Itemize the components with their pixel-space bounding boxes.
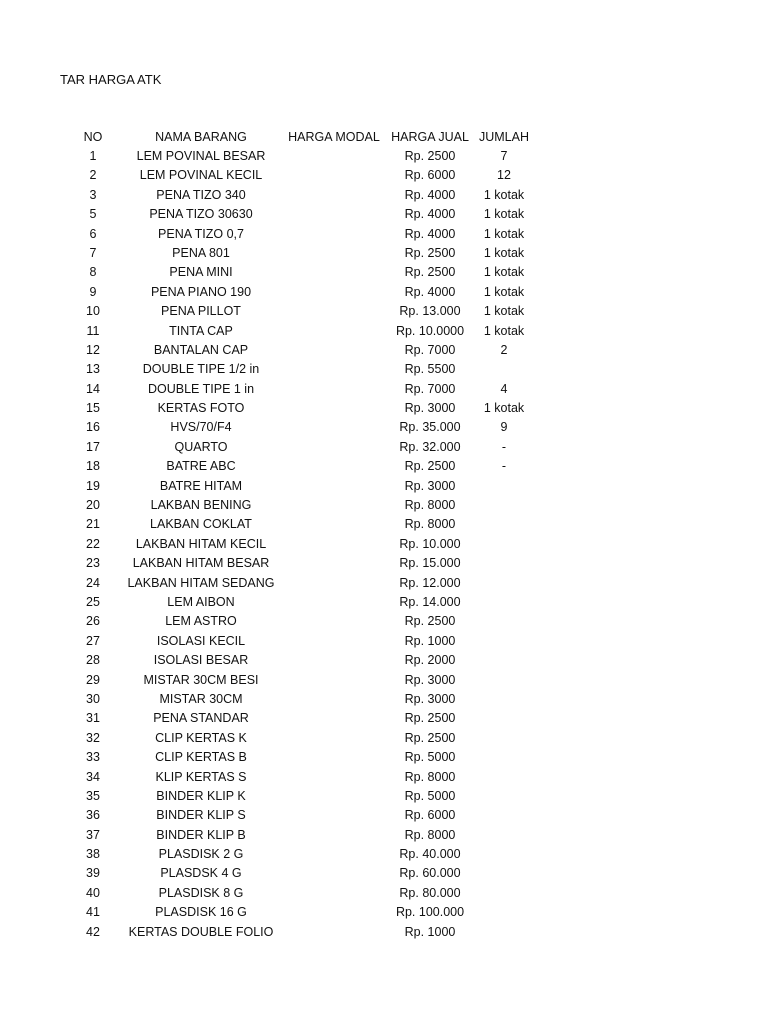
table-row bbox=[0, 729, 768, 748]
cell-nama-barang: PENA TIZO 340 bbox=[156, 187, 246, 202]
table-row bbox=[0, 418, 768, 437]
cell-no: 2 bbox=[89, 168, 97, 183]
cell-harga-jual: Rp. 2500 bbox=[404, 245, 456, 260]
cell-jumlah: - bbox=[501, 459, 507, 474]
cell-harga-jual: Rp. 3000 bbox=[404, 478, 456, 493]
cell-nama-barang: BINDER KLIP B bbox=[156, 827, 246, 842]
cell-harga-jual: Rp. 8000 bbox=[404, 769, 456, 784]
cell-no: 3 bbox=[89, 187, 97, 202]
cell-nama-barang: MISTAR 30CM BESI bbox=[143, 672, 259, 687]
table-row bbox=[0, 360, 768, 379]
table-row bbox=[0, 380, 768, 399]
column-header-harga-jual: HARGA JUAL bbox=[391, 130, 469, 144]
cell-no: 13 bbox=[86, 362, 100, 377]
cell-harga-jual: Rp. 14.000 bbox=[399, 594, 461, 609]
table-row bbox=[0, 845, 768, 864]
cell-no: 8 bbox=[89, 265, 97, 280]
cell-jumlah: 1 kotak bbox=[483, 284, 525, 299]
table-row bbox=[0, 864, 768, 883]
cell-harga-jual: Rp. 5000 bbox=[404, 788, 456, 803]
cell-nama-barang: DOUBLE TIPE 1/2 in bbox=[142, 362, 260, 377]
cell-no: 37 bbox=[86, 827, 100, 842]
column-header-no: NO bbox=[83, 130, 103, 144]
cell-nama-barang: LEM POVINAL BESAR bbox=[136, 149, 266, 163]
cell-harga-jual: Rp. 5500 bbox=[404, 362, 456, 377]
table-row bbox=[0, 884, 768, 903]
cell-no: 33 bbox=[86, 750, 100, 765]
table-header bbox=[0, 127, 768, 147]
cell-no: 14 bbox=[86, 381, 100, 396]
cell-nama-barang: BINDER KLIP S bbox=[156, 808, 246, 823]
cell-no: 17 bbox=[86, 439, 100, 454]
cell-jumlah: 9 bbox=[500, 420, 508, 435]
cell-harga-jual: Rp. 1000 bbox=[404, 633, 456, 648]
cell-harga-jual: Rp. 2000 bbox=[404, 653, 456, 668]
cell-no: 39 bbox=[86, 866, 100, 881]
table-row bbox=[0, 322, 768, 341]
table-row bbox=[0, 477, 768, 496]
cell-harga-jual: Rp. 2500 bbox=[404, 265, 456, 280]
table-row bbox=[0, 554, 768, 573]
cell-harga-jual: Rp. 2500 bbox=[404, 614, 456, 629]
cell-jumlah: 2 bbox=[500, 342, 508, 357]
cell-nama-barang: BATRE HITAM bbox=[159, 478, 243, 493]
table-row bbox=[0, 438, 768, 457]
cell-harga-jual: Rp. 8000 bbox=[404, 498, 456, 513]
cell-no: 35 bbox=[86, 788, 100, 803]
cell-no: 20 bbox=[86, 498, 100, 513]
price-table bbox=[0, 127, 768, 942]
cell-harga-jual: Rp. 3000 bbox=[404, 401, 456, 416]
cell-harga-jual: Rp. 80.000 bbox=[399, 885, 461, 900]
cell-no: 5 bbox=[89, 207, 97, 222]
cell-nama-barang: TINTA CAP bbox=[169, 323, 233, 338]
cell-harga-jual: Rp. 8000 bbox=[404, 827, 456, 842]
cell-harga-jual: Rp. 3000 bbox=[404, 691, 456, 706]
cell-nama-barang: ISOLASI BESAR bbox=[153, 653, 249, 668]
table-row bbox=[0, 826, 768, 845]
cell-no: 21 bbox=[86, 517, 100, 532]
cell-nama-barang: ISOLASI KECIL bbox=[156, 633, 246, 648]
table-row bbox=[0, 535, 768, 554]
cell-nama-barang: LEM AIBON bbox=[167, 594, 235, 609]
cell-no: 23 bbox=[86, 556, 100, 571]
cell-harga-jual: Rp. 8000 bbox=[404, 517, 456, 532]
cell-no: 11 bbox=[86, 323, 100, 338]
table-row bbox=[0, 923, 768, 942]
cell-jumlah: - bbox=[501, 439, 507, 454]
cell-nama-barang: PLASDISK 16 G bbox=[155, 905, 247, 920]
cell-harga-jual: Rp. 2500 bbox=[404, 730, 456, 745]
column-header-harga-modal: HARGA MODAL bbox=[288, 130, 380, 144]
cell-nama-barang: LAKBAN HITAM KECIL bbox=[135, 536, 267, 551]
cell-harga-jual: Rp. 3000 bbox=[404, 672, 456, 687]
cell-no: 25 bbox=[86, 594, 100, 609]
cell-no: 42 bbox=[86, 924, 100, 939]
cell-nama-barang: PENA MINI bbox=[169, 265, 233, 280]
cell-jumlah: 1 kotak bbox=[483, 207, 525, 222]
cell-no: 28 bbox=[86, 653, 100, 668]
table-row bbox=[0, 632, 768, 651]
cell-no: 24 bbox=[86, 575, 100, 590]
table-row bbox=[0, 244, 768, 263]
cell-harga-jual: Rp. 4000 bbox=[404, 207, 456, 222]
cell-nama-barang: LAKBAN BENING bbox=[150, 498, 252, 513]
table-row bbox=[0, 341, 768, 360]
cell-jumlah: 1 kotak bbox=[483, 265, 525, 280]
cell-harga-jual: Rp. 40.000 bbox=[399, 847, 461, 862]
cell-nama-barang: PENA TIZO 30630 bbox=[149, 207, 253, 222]
table-row bbox=[0, 166, 768, 185]
cell-no: 29 bbox=[86, 672, 100, 687]
table-row bbox=[0, 574, 768, 593]
table-row bbox=[0, 709, 768, 728]
cell-jumlah: 4 bbox=[500, 381, 508, 396]
cell-jumlah: 1 kotak bbox=[483, 187, 525, 202]
table-row bbox=[0, 690, 768, 709]
table-row bbox=[0, 651, 768, 670]
table-row bbox=[0, 593, 768, 612]
cell-harga-jual: Rp. 10.000 bbox=[399, 536, 461, 551]
cell-nama-barang: PENA 801 bbox=[172, 245, 230, 260]
table-row bbox=[0, 671, 768, 690]
cell-no: 19 bbox=[86, 478, 100, 493]
cell-no: 41 bbox=[86, 905, 100, 920]
cell-nama-barang: BATRE ABC bbox=[166, 459, 236, 474]
table-row bbox=[0, 205, 768, 224]
cell-nama-barang: LEM POVINAL KECIL bbox=[139, 168, 263, 183]
table-row bbox=[0, 515, 768, 534]
cell-no: 22 bbox=[86, 536, 100, 551]
cell-nama-barang: CLIP KERTAS B bbox=[155, 750, 247, 765]
cell-harga-jual: Rp. 2500 bbox=[404, 711, 456, 726]
table-row bbox=[0, 399, 768, 418]
table-row bbox=[0, 263, 768, 282]
cell-nama-barang: PENA PIANO 190 bbox=[150, 284, 252, 299]
cell-nama-barang: CLIP KERTAS K bbox=[155, 730, 247, 745]
cell-jumlah: 12 bbox=[497, 168, 511, 183]
cell-nama-barang: DOUBLE TIPE 1 in bbox=[147, 381, 255, 396]
cell-no: 6 bbox=[89, 226, 97, 241]
cell-no: 18 bbox=[86, 459, 100, 474]
table-row bbox=[0, 457, 768, 476]
table-row bbox=[0, 748, 768, 767]
cell-harga-jual: Rp. 6000 bbox=[404, 808, 456, 823]
table-row bbox=[0, 612, 768, 631]
cell-jumlah: 1 kotak bbox=[483, 401, 525, 416]
table-row bbox=[0, 302, 768, 321]
cell-no: 38 bbox=[86, 847, 100, 862]
table-row bbox=[0, 225, 768, 244]
table-row bbox=[0, 806, 768, 825]
cell-harga-jual: Rp. 35.000 bbox=[399, 420, 461, 435]
cell-no: 32 bbox=[86, 730, 100, 745]
cell-nama-barang: KERTAS FOTO bbox=[157, 401, 245, 416]
cell-nama-barang: LAKBAN HITAM BESAR bbox=[132, 556, 270, 571]
cell-nama-barang: LAKBAN HITAM SEDANG bbox=[127, 575, 275, 590]
cell-nama-barang: PLASDISK 8 G bbox=[158, 885, 244, 900]
cell-harga-jual: Rp. 7000 bbox=[404, 342, 456, 357]
cell-harga-jual: Rp. 12.000 bbox=[399, 575, 461, 590]
cell-nama-barang: KLIP KERTAS S bbox=[155, 769, 247, 784]
table-row bbox=[0, 283, 768, 302]
cell-harga-jual: Rp. 1000 bbox=[404, 924, 456, 939]
column-header-nama-barang: NAMA BARANG bbox=[155, 130, 247, 144]
cell-no: 26 bbox=[86, 614, 100, 629]
cell-harga-jual: Rp. 4000 bbox=[404, 226, 456, 241]
table-row bbox=[0, 903, 768, 922]
cell-jumlah: 1 kotak bbox=[483, 304, 525, 319]
cell-no: 27 bbox=[86, 633, 100, 648]
cell-no: 16 bbox=[86, 420, 100, 435]
table-body bbox=[0, 147, 768, 942]
page-title: TAR HARGA ATK bbox=[60, 72, 162, 87]
table-row bbox=[0, 147, 768, 166]
cell-no: 15 bbox=[86, 401, 100, 416]
cell-nama-barang: PLASDISK 2 G bbox=[158, 847, 244, 862]
cell-no: 31 bbox=[86, 711, 100, 726]
cell-no: 7 bbox=[89, 245, 97, 260]
cell-no: 1 bbox=[89, 149, 97, 163]
cell-no: 36 bbox=[86, 808, 100, 823]
cell-harga-jual: Rp. 4000 bbox=[404, 284, 456, 299]
cell-no: 10 bbox=[86, 304, 100, 319]
cell-harga-jual: Rp. 6000 bbox=[404, 168, 456, 183]
cell-nama-barang: LAKBAN COKLAT bbox=[150, 517, 252, 532]
table-row bbox=[0, 787, 768, 806]
cell-no: 34 bbox=[86, 769, 100, 784]
cell-harga-jual: Rp. 2500 bbox=[404, 149, 456, 163]
cell-harga-jual: Rp. 5000 bbox=[404, 750, 456, 765]
cell-harga-jual: Rp. 13.000 bbox=[399, 304, 461, 319]
cell-no: 30 bbox=[86, 691, 100, 706]
cell-nama-barang: BINDER KLIP K bbox=[156, 788, 246, 803]
column-header-jumlah: JUMLAH bbox=[478, 130, 529, 144]
cell-no: 40 bbox=[86, 885, 100, 900]
cell-nama-barang: MISTAR 30CM bbox=[159, 691, 243, 706]
cell-nama-barang: BANTALAN CAP bbox=[153, 342, 249, 357]
table-row bbox=[0, 768, 768, 787]
cell-harga-jual: Rp. 2500 bbox=[404, 459, 456, 474]
cell-jumlah: 1 kotak bbox=[483, 323, 525, 338]
cell-nama-barang: KERTAS DOUBLE FOLIO bbox=[128, 924, 274, 939]
cell-harga-jual: Rp. 10.0000 bbox=[395, 323, 465, 338]
cell-harga-jual: Rp. 60.000 bbox=[399, 866, 461, 881]
cell-jumlah: 7 bbox=[500, 149, 508, 163]
cell-harga-jual: Rp. 15.000 bbox=[399, 556, 461, 571]
table-row bbox=[0, 186, 768, 205]
cell-nama-barang: PENA STANDAR bbox=[153, 711, 249, 726]
cell-harga-jual: Rp. 32.000 bbox=[399, 439, 461, 454]
cell-jumlah: 1 kotak bbox=[483, 226, 525, 241]
cell-jumlah: 1 kotak bbox=[483, 245, 525, 260]
cell-nama-barang: PENA TIZO 0,7 bbox=[158, 226, 244, 241]
cell-harga-jual: Rp. 7000 bbox=[404, 381, 456, 396]
cell-no: 12 bbox=[86, 342, 100, 357]
cell-nama-barang: PENA PILLOT bbox=[161, 304, 241, 319]
cell-no: 9 bbox=[89, 284, 97, 299]
cell-harga-jual: Rp. 100.000 bbox=[395, 905, 465, 920]
cell-nama-barang: HVS/70/F4 bbox=[170, 420, 232, 435]
cell-nama-barang: LEM ASTRO bbox=[165, 614, 237, 629]
cell-harga-jual: Rp. 4000 bbox=[404, 187, 456, 202]
cell-nama-barang: PLASDSK 4 G bbox=[160, 866, 242, 881]
cell-nama-barang: QUARTO bbox=[174, 439, 228, 454]
table-row bbox=[0, 496, 768, 515]
